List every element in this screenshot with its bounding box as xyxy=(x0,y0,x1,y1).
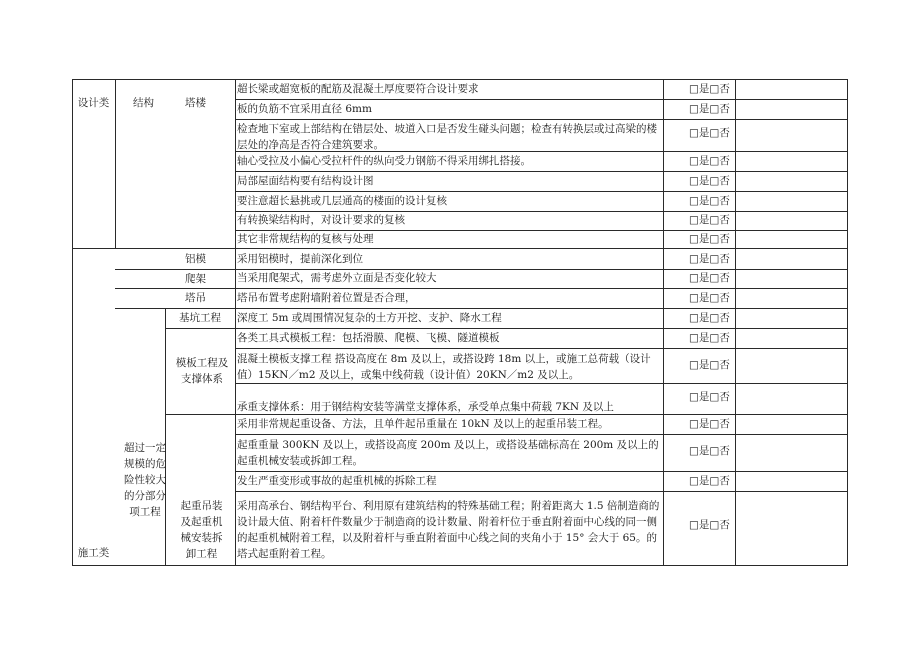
table-rule xyxy=(235,119,848,120)
table-border-top xyxy=(72,79,848,80)
description-row-8: 其它非常规结构的复核与处理 xyxy=(237,233,374,245)
table-rule xyxy=(165,328,848,329)
item-label-tower-crane: 塔吊 xyxy=(185,292,206,304)
description-row-13: 各类工具式模板工程：包括滑膜、爬模、飞模、隧道模板 xyxy=(237,332,500,344)
yes-no-option-16[interactable]: □是□否 xyxy=(689,418,730,430)
description-row-17: 起重重量 300KN 及以上，或搭设高度 200m 及以上，或搭设基础标高在 200m 及以上的起重机械安装或拆卸工程。 xyxy=(237,439,659,467)
item-label-foundation-pit: 基坑工程 xyxy=(179,312,221,324)
table-rule xyxy=(235,348,848,349)
item-label-formwork: 模板工程及支撑体系 xyxy=(175,357,229,385)
column-rule xyxy=(115,79,116,248)
table-rule xyxy=(235,230,848,231)
yes-no-option-3[interactable]: □是□否 xyxy=(689,127,730,139)
description-row-19: 采用高承台、钢结构平台、利用原有建筑结构的特殊基础工程；附着距离大 1.5 倍制造商的设计最大值、附着杆件数量少于制造商的设计数量、附着杆位于垂直附着面中心线的同一侧的起重机械附着工程，以及附着杆与垂直附着面中心线之间的夹角小于 15° 会大于 65。的塔式起重附着工程。 xyxy=(237,500,660,560)
description-row-10: 当采用爬架式，需考虑外立面是否变化较大 xyxy=(237,272,437,284)
description-row-4: 轴心受拉及小偏心受拉杆件的纵向受力钢筋不得采用绑扎搭接。 xyxy=(237,155,531,167)
description-row-9: 采用铝模时，提前深化到位 xyxy=(237,253,363,265)
table-rule xyxy=(235,211,848,212)
yes-no-option-12[interactable]: □是□否 xyxy=(689,312,730,324)
yes-no-option-17[interactable]: □是□否 xyxy=(689,445,730,457)
table-rule xyxy=(115,308,848,309)
subcategory-label-structure: 结构 xyxy=(133,97,154,109)
yes-no-option-8[interactable]: □是□否 xyxy=(689,233,730,245)
item-label-aluminum-form: 铝模 xyxy=(185,253,206,265)
table-rule xyxy=(235,171,848,172)
yes-no-option-19[interactable]: □是□否 xyxy=(689,519,730,531)
description-row-2: 板的负筋不宜采用直径 6mm xyxy=(237,103,372,115)
table-rule xyxy=(235,434,848,435)
table-rule xyxy=(235,191,848,192)
description-row-18: 发生严重变形或事故的起重机械的拆除工程 xyxy=(237,475,437,487)
description-row-3: 检查地下室或上部结构在错层处、坡道入口是否发生碰头问题；检查有转换层或过高梁的楼层处的净高是否符合建筑要求。 xyxy=(237,123,657,151)
item-label-tower: 塔楼 xyxy=(185,97,206,109)
description-row-7: 有转换梁结构时，对设计要求的复核 xyxy=(237,214,405,226)
table-rule xyxy=(235,99,848,100)
description-row-16: 采用非常规起重设备、方法，且单件起吊重量在 10kN 及以上的起重吊装工程。 xyxy=(237,418,609,430)
category-label-construction: 施工类 xyxy=(77,547,110,559)
item-label-dangerous-works: 超过一定规模的危险性较大的分部分项工程 xyxy=(124,442,166,518)
yes-no-option-9[interactable]: □是□否 xyxy=(689,253,730,265)
yes-no-option-14[interactable]: □是□否 xyxy=(689,359,730,371)
yes-no-option-18[interactable]: □是□否 xyxy=(689,475,730,487)
table-rule xyxy=(165,414,848,415)
yes-no-option-6[interactable]: □是□否 xyxy=(689,195,730,207)
item-label-lifting: 起重吊装及起重机械安装拆卸工程 xyxy=(180,500,223,560)
description-row-5: 局部屋面结构要有结构设计图 xyxy=(237,175,374,187)
item-label-climbing-frame: 爬架 xyxy=(185,273,206,285)
table-border-left xyxy=(72,79,73,565)
yes-no-option-1[interactable]: □是□否 xyxy=(689,83,730,95)
description-row-12: 深度工 5m 或周围情况复杂的土方开挖、支护、降水工程 xyxy=(237,312,502,324)
yes-no-option-10[interactable]: □是□否 xyxy=(689,272,730,284)
table-rule xyxy=(235,383,848,384)
column-rule xyxy=(165,308,166,565)
category-label-design: 设计类 xyxy=(77,97,110,109)
table-rule xyxy=(235,491,848,492)
yes-no-option-13[interactable]: □是□否 xyxy=(689,332,730,344)
description-row-1: 超长梁或超宽板的配筋及混凝土厚度要符合设计要求 xyxy=(237,83,479,95)
table-border-bottom xyxy=(72,565,848,566)
description-row-15: 承重支撑体系：用于钢结构安装等满堂支撑体系，承受单点集中荷载 7KN 及以上 xyxy=(237,401,614,413)
description-row-14: 混凝土模板支撑工程 搭设高度在 8m 及以上，或搭设跨 18m 以上，或施工总荷载（设计值）15KN／m2 及以上，或集中线荷载（设计值）20KN／m2 及以上。 xyxy=(237,353,651,381)
table-rule xyxy=(115,288,848,289)
table-rule xyxy=(72,248,848,249)
table-rule xyxy=(115,269,848,270)
yes-no-option-2[interactable]: □是□否 xyxy=(689,103,730,115)
yes-no-option-5[interactable]: □是□否 xyxy=(689,175,730,187)
description-row-6: 要注意超长悬挑或几层通高的楼面的设计复核 xyxy=(237,195,447,207)
description-row-11: 塔吊布置考虑附墙附着位置是否合理， xyxy=(237,292,416,304)
yes-no-option-7[interactable]: □是□否 xyxy=(689,214,730,226)
yes-no-option-11[interactable]: □是□否 xyxy=(689,292,730,304)
yes-no-option-4[interactable]: □是□否 xyxy=(689,155,730,167)
yes-no-option-15[interactable]: □是□否 xyxy=(689,391,730,403)
table-rule xyxy=(235,471,848,472)
